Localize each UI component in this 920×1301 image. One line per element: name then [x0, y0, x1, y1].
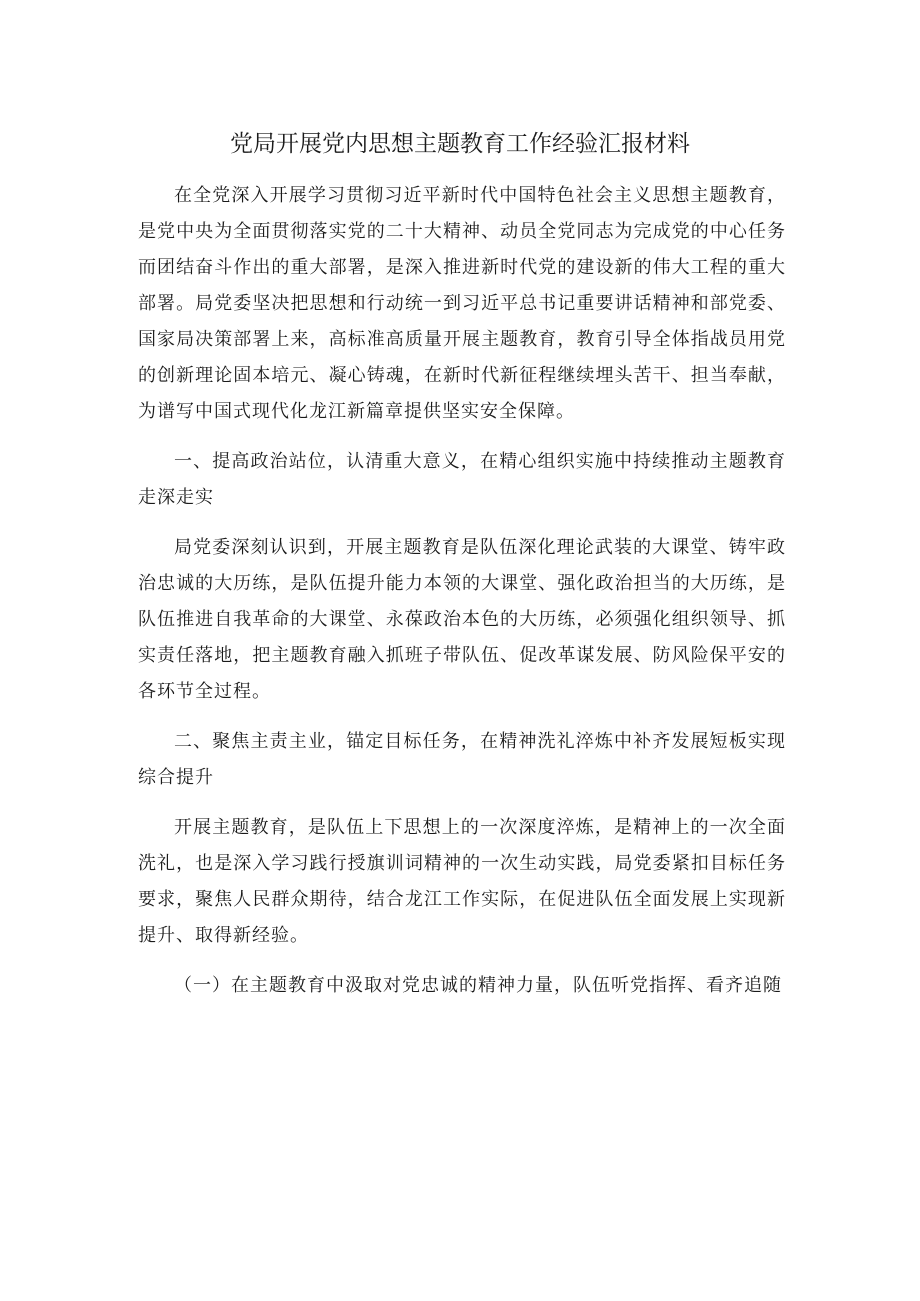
- document-body: [138, 178, 786, 1004]
- section-heading-1: 一、提高政治站位，认清重大意义，在精心组织实施中持续推动主题教育走深走实: [138, 451, 786, 508]
- section-heading-2: 二、聚焦主责主业，锚定目标任务，在精神洗礼淬炼中补齐发展短板实现综合提升: [138, 731, 786, 788]
- subsection-heading-1: （一）在主题教育中汲取对党忠诚的精神力量，队伍听党指挥、看齐追随: [174, 975, 782, 996]
- section-2-paragraph: 开展主题教育，是队伍上下思想上的一次深度淬炼，是精神上的一次全面洗礼，也是深入学习践行授旗训词精神的一次生动实践，局党委紧扣目标任务要求，聚焦人民群众期待，结合龙江工作实际，在促进队伍全面发展上实现新提升、取得新经验。: [138, 817, 786, 946]
- document-title: 党局开展党内思想主题教育工作经验汇报材料: [230, 131, 690, 157]
- section-1-paragraph: 局党委深刻认识到，开展主题教育是队伍深化理论武装的大课堂、铸牢政治忠诚的大历练，是队伍提升能力本领的大课堂、强化政治担当的大历练，是队伍推进自我革命的大课堂、永葆政治本色的大历练，必须强化组织领导、抓实责任落地，把主题教育融入抓班子带队伍、促改革谋发展、防风险保平安的各环节全过程。: [138, 537, 786, 702]
- intro-paragraph: 在全党深入开展学习贯彻习近平新时代中国特色社会主义思想主题教育，是党中央为全面贯彻落实党的二十大精神、动员全党同志为完成党的中心任务而团结奋斗作出的重大部署，是深入推进新时代党的建设新的伟大工程的重大部署。局党委坚决把思想和行动统一到习近平总书记重要讲话精神和部党委、国家局决策部署上来，高标准高质量开展主题教育，教育引导全体指战员用党的创新理论固本培元、凝心铸魂，在新时代新征程继续埋头苦干、担当奉献，为谱写中国式现代化龙江新篇章提供坚实安全保障。: [138, 185, 786, 422]
